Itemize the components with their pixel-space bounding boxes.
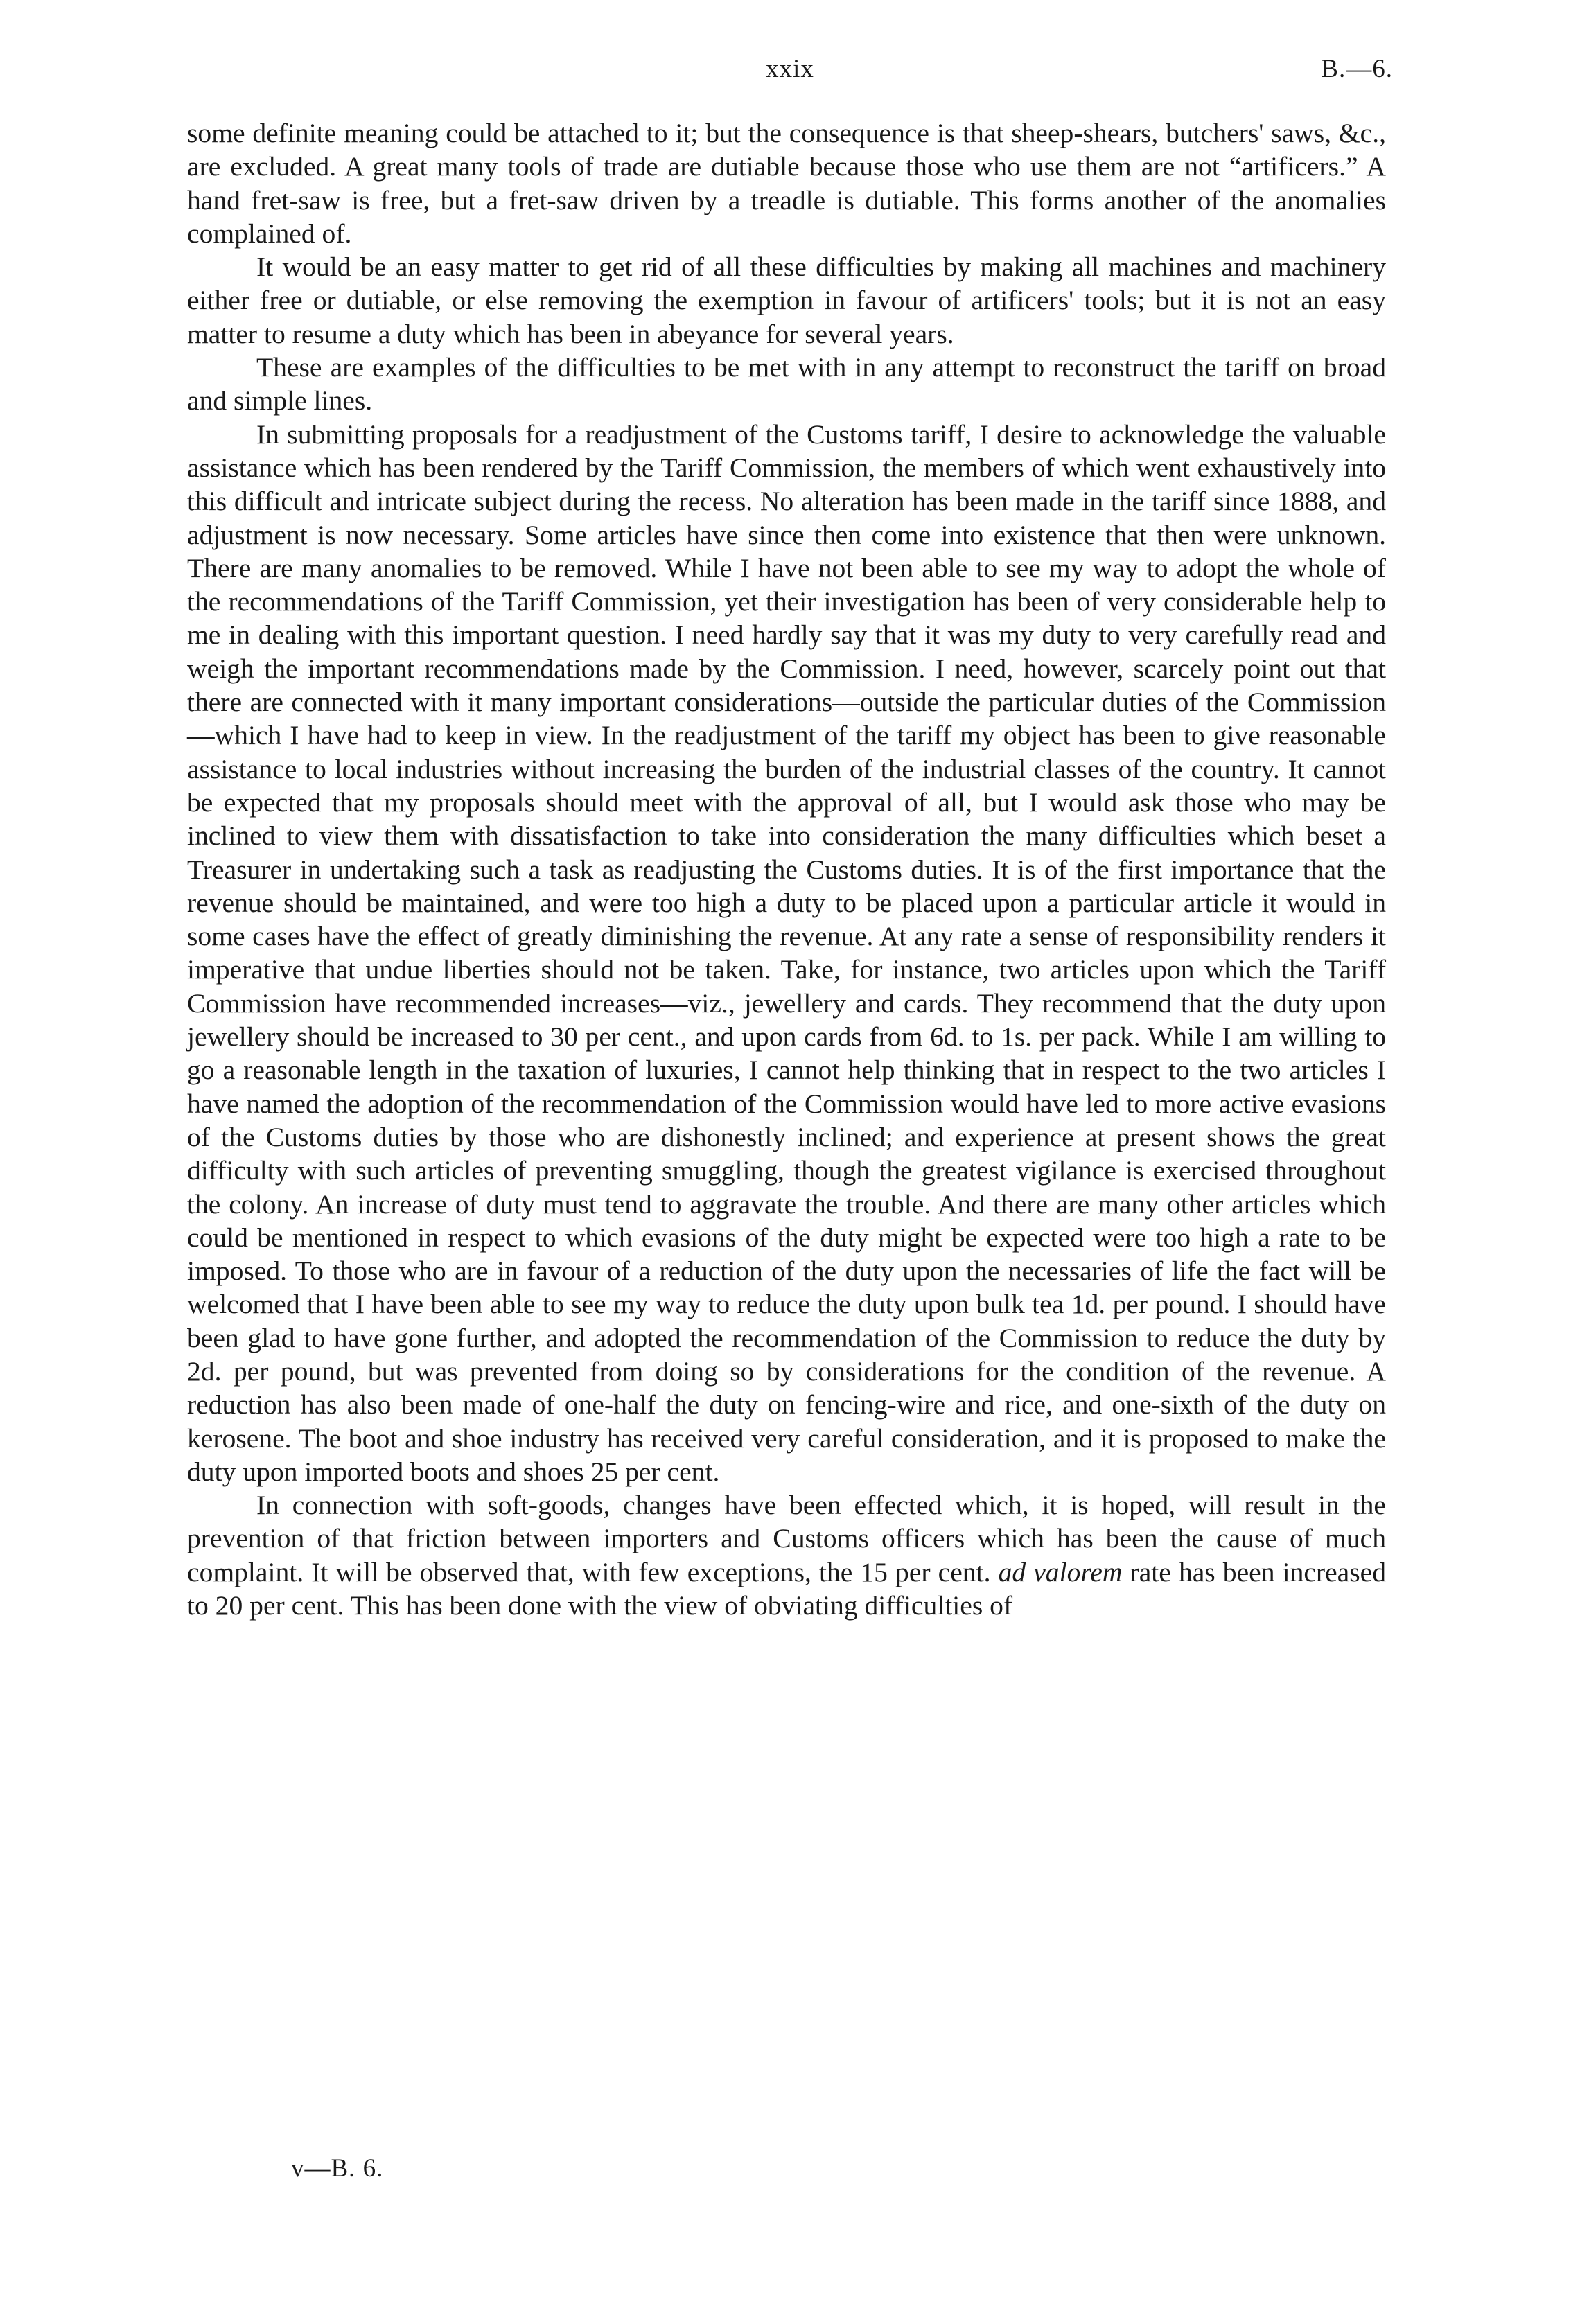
paragraph-5-italic: ad valorem: [998, 1556, 1123, 1587]
paragraph-4: In submitting proposals for a readjustment of the Customs tariff, I desire to acknowledge the valuable assistance which has been rendered by the Tariff Commission, the members of which went exhaustively into this difficult and intricate subject during the recess. No alteration has been made in the tariff since 1888, and adjustment is now necessary. Some articles have since then come into existence that then were unknown. There are many anomalies to be removed. While I have not been able to see my way to adopt the whole of the recommendations of the Tariff Commission, yet their investigation has been of very considerable help to me in dealing with this important question. I need hardly say that it was my duty to very carefully read and weigh the important recommendations made by the Commission. I need, however, scarcely point out that there are connected with it many important considerations—outside the particular duties of the Commission—which I have had to keep in view. In the readjustment of the tariff my object has been to give reasonable assistance to local industries without increasing the burden of the industrial classes of the country. It cannot be expected that my proposals should meet with the approval of all, but I would ask those who may be inclined to view them with dissatisfaction to take into consideration the many difficulties which beset a Treasurer in undertaking such a task as readjusting the Customs duties. It is of the first importance that the revenue should be maintained, and were too high a duty to be placed upon a particular article it would in some cases have the effect of greatly diminishing the revenue. At any rate a sense of responsibility renders it imperative that undue liberties should not be taken. Take, for instance, two articles upon which the Tariff Commission have recommended increases—viz., jewellery and cards. They recommend that the duty upon jewellery should be increased to 30 per cent., and upon cards from 6d. to 1s. per pack. While I am willing to go a reasonable length in the taxation of luxuries, I cannot help thinking that in respect to the two articles I have named the adoption of the recommendation of the Commission would have led to more active evasions of the Customs duties by those who are dishonestly inclined; and experience at present shows the great difficulty with such articles of preventing smuggling, though the greatest vigilance is exercised throughout the colony. An increase of duty must tend to aggravate the trouble. And there are many other articles which could be mentioned in respect to which evasions of the duty might be expected were too high a rate to be imposed. To those who are in favour of a reduction of the duty upon the necessaries of life the fact will be welcomed that I have been able to see my way to reduce the duty upon bulk tea 1d. per pound. I should have been glad to have gone further, and adopted the recommendation of the Commission to reduce the duty by 2d. per pound, but was prevented from doing so by considerations for the condition of the revenue. A reduction has also been made of one-half the duty on fencing-wire and rice, and one-sixth of the duty on kerosene. The boot and shoe industry has received very careful consideration, and it is proposed to make the duty upon imported boots and shoes 25 per cent.: [187, 419, 1386, 1487]
document-code: B.—6.: [1321, 55, 1393, 83]
paragraph-3: These are examples of the difficulties to be met with in any attempt to reconstruct the tariff on broad and simple lines.: [187, 352, 1386, 416]
page-number: xxix: [766, 55, 814, 83]
body-text: [187, 116, 1386, 1622]
page-header: [187, 54, 1393, 96]
paragraph-2: It would be an easy matter to get rid of all these difficulties by making all machines and machinery either free or dutiable, or else removing the exemption in favour of artificers' tools; but it is not an easy matter to resume a duty which has been in abeyance for several years.: [187, 252, 1386, 349]
paragraph-5-start: In connection with soft-goods, changes have been effected which, it is hoped, will result in the prevention of that friction between importers and Customs officers which has been the cause of much complaint. It will be observed that, with few exceptions, the 15 per cent.: [187, 1490, 1386, 1587]
signature-mark: v—B. 6.: [291, 2154, 384, 2183]
paragraph-5-end: rate has been increased to 20 per cent. This has been done with the view of obviating difficulties of: [187, 1556, 1386, 1621]
paragraph-1: some definite meaning could be attached to it; but the consequence is that sheep-shears, butchers' saws, &c., are excluded. A great many tools of trade are dutiable because those who use them are not “artificers.” A hand fret-saw is free, but a fret-saw driven by a treadle is dutiable. This forms another of the anomalies complained of.: [187, 118, 1386, 249]
paragraph-5: [187, 1488, 1386, 1622]
